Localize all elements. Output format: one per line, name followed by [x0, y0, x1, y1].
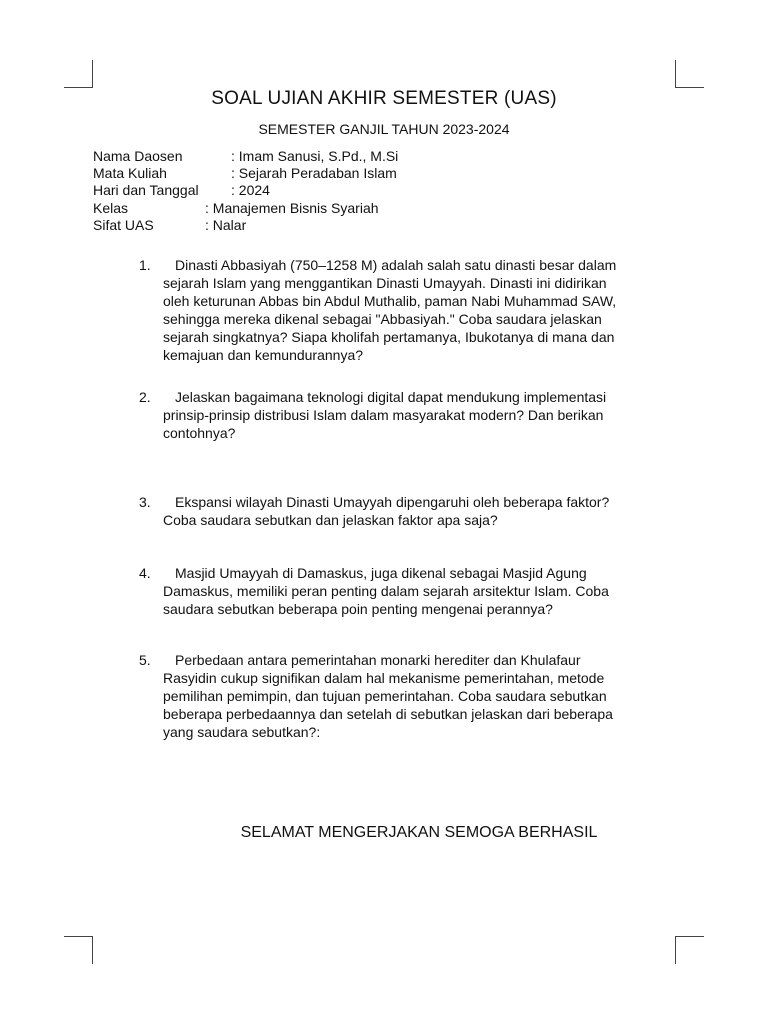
info-value: : Nalar [205, 217, 247, 233]
info-label: Kelas [93, 200, 129, 216]
question-line: Coba saudara sebutkan dan jelaskan faktor apa saja? [163, 512, 498, 528]
info-label: Sifat UAS [93, 217, 154, 233]
question-line: Rasyidin cukup signifikan dalam hal mekanisme pemerintahan, metode [163, 670, 605, 686]
question-line: sehingga mereka dikenal sebagai "Abbasiyah." Coba saudara jelaskan [163, 311, 602, 327]
question-line: oleh keturunan Abbas bin Abdul Muthalib, paman Nabi Muhammad SAW, [163, 293, 617, 309]
question-5 [139, 651, 679, 741]
document-title: SOAL UJIAN AKHIR SEMESTER (UAS) [211, 88, 557, 109]
crop-mark-top-left-v [92, 60, 93, 88]
info-label: Mata Kuliah [93, 165, 167, 181]
question-number: 5. [139, 652, 151, 668]
info-value: : 2024 [231, 182, 270, 198]
question-line: Jelaskan bagaimana teknologi digital dapat mendukung implementasi [175, 389, 607, 405]
question-line: Perbedaan antara pemerintahan monarki herediter dan Khulafaur [175, 652, 581, 668]
question-line: Masjid Umayyah di Damaskus, juga dikenal sebagai Masjid Agung [175, 565, 587, 581]
question-line: beberapa perbedaannya dan setelah di sebutkan jelaskan dari beberapa [163, 706, 613, 722]
crop-mark-bottom-right-h [675, 936, 704, 937]
crop-mark-bottom-right-v [675, 936, 676, 964]
info-value: : Imam Sanusi, S.Pd., M.Si [231, 148, 399, 164]
info-value: : Manajemen Bisnis Syariah [205, 200, 379, 216]
question-text [163, 493, 679, 529]
question-2 [139, 388, 679, 442]
info-label: Nama Daosen [93, 148, 183, 164]
question-line: prinsip-prinsip distribusi Islam dalam masyarakat modern? Dan berikan [163, 407, 604, 423]
question-3 [139, 493, 679, 529]
question-line: Dinasti Abbasiyah (750–1258 M) adalah salah satu dinasti besar dalam [175, 257, 617, 273]
question-number: 1. [139, 257, 151, 273]
question-text [163, 651, 679, 741]
question-line: saudara sebutkan beberapa poin penting mengenai perannya? [163, 601, 553, 617]
question-number: 4. [139, 565, 151, 581]
info-label: Hari dan Tanggal [93, 182, 199, 198]
question-line: yang saudara sebutkan?: [163, 724, 321, 740]
info-value: : Sejarah Peradaban Islam [231, 165, 397, 181]
document-subtitle: SEMESTER GANJIL TAHUN 2023-2024 [258, 121, 510, 137]
question-line: Ekspansi wilayah Dinasti Umayyah dipengaruhi oleh beberapa faktor? [175, 494, 610, 510]
question-line: Damaskus, memiliki peran penting dalam sejarah arsitektur Islam. Coba [163, 583, 609, 599]
question-line: sejarah singkatnya? Siapa kholifah pertamanya, Ibukotanya di mana dan [163, 329, 615, 345]
closing-message: SELAMAT MENGERJAKAN SEMOGA BERHASIL [240, 824, 598, 841]
question-number: 2. [139, 389, 151, 405]
question-text [163, 388, 679, 442]
crop-mark-bottom-left-v [92, 936, 93, 964]
crop-mark-top-right-v [675, 60, 676, 88]
question-line: contohnya? [163, 425, 236, 441]
question-line: kemajuan dan kemundurannya? [163, 347, 364, 363]
question-line: sejarah Islam yang menggantikan Dinasti Umayyah. Dinasti ini didirikan [163, 275, 607, 291]
crop-mark-bottom-left-h [64, 936, 93, 937]
question-1 [139, 256, 679, 364]
question-line: pemilihan pemimpin, dan tujuan pemerintahan. Coba saudara sebutkan [163, 688, 607, 704]
question-text [163, 564, 679, 618]
question-number: 3. [139, 494, 151, 510]
question-4 [139, 564, 679, 618]
question-text [163, 256, 679, 364]
